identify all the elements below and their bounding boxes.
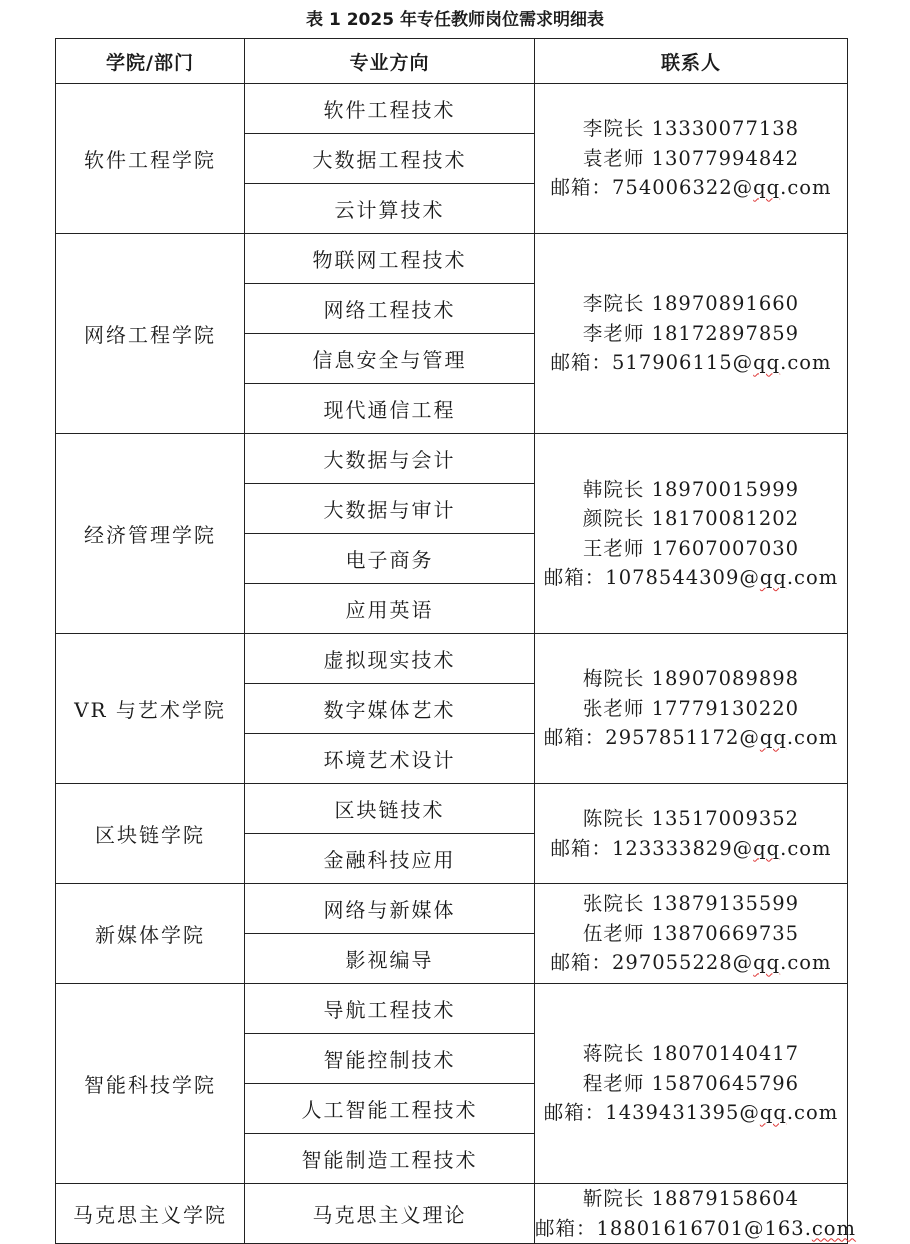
- table-row: [56, 984, 848, 1034]
- major-cell: 网络与新媒体: [245, 884, 535, 934]
- table-row: [56, 1184, 848, 1244]
- contact-cell: [535, 984, 848, 1184]
- email-suffix: .com: [786, 726, 839, 750]
- dept-cell: 马克思主义学院: [56, 1184, 245, 1244]
- email-prefix: 邮箱：297055228@: [550, 951, 754, 975]
- contact-line: 袁老师 13077994842: [582, 146, 800, 170]
- dept-cell: 新媒体学院: [56, 884, 245, 984]
- major-cell: 现代通信工程: [245, 384, 535, 434]
- email-prefix: 邮箱：1078544309@: [543, 566, 760, 589]
- email-suffix: .com: [786, 566, 839, 589]
- email-prefix: 邮箱：1439431395@: [543, 1101, 760, 1125]
- email-suffix: .com: [780, 351, 832, 375]
- table-row: [56, 434, 848, 484]
- contact-line: 陈院长 13517009352: [582, 807, 800, 830]
- contact-line: 梅院长 18907089898: [582, 667, 800, 691]
- major-cell: 网络工程技术: [245, 284, 535, 334]
- major-cell: 大数据工程技术: [245, 134, 535, 184]
- major-cell: 应用英语: [245, 584, 535, 634]
- email-suffix: .com: [780, 176, 832, 200]
- major-cell: 物联网工程技术: [245, 234, 535, 284]
- contact-cell: [535, 84, 848, 234]
- email-suffix: .com: [780, 951, 832, 975]
- contact-line: 颜院长 18170081202: [582, 507, 800, 530]
- email-line: [535, 723, 847, 753]
- major-cell: 大数据与会计: [245, 434, 535, 484]
- contact-line: 伍老师 13870669735: [582, 921, 800, 945]
- email-domain: qq: [759, 1101, 787, 1125]
- email-prefix: 邮箱：754006322@: [550, 176, 754, 200]
- table-row: [56, 84, 848, 134]
- email-domain: qq: [759, 726, 787, 750]
- major-cell: 云计算技术: [245, 184, 535, 234]
- major-cell: 人工智能工程技术: [245, 1084, 535, 1134]
- email-domain: com: [811, 1216, 857, 1240]
- contact-cell: [535, 884, 848, 984]
- contact-line: 蒋院长 18070140417: [582, 1042, 800, 1066]
- contact-line: 程老师 15870645796: [582, 1071, 800, 1095]
- email-line: [535, 348, 847, 378]
- major-cell: 信息安全与管理: [245, 334, 535, 384]
- table-row: [56, 634, 848, 684]
- contact-line: 李老师 18172897859: [582, 321, 800, 345]
- table-row: [56, 884, 848, 934]
- contact-line: 靳院长 18879158604: [582, 1187, 800, 1210]
- header-row: [56, 39, 848, 84]
- header-dept: 学院/部门: [56, 39, 245, 84]
- major-cell: 虚拟现实技术: [245, 634, 535, 684]
- header-major: 专业方向: [245, 39, 535, 84]
- dept-cell: 网络工程学院: [56, 234, 245, 434]
- major-cell: 数字媒体艺术: [245, 684, 535, 734]
- dept-cell: VR 与艺术学院: [56, 634, 245, 784]
- major-cell: 马克思主义理论: [245, 1184, 535, 1244]
- contact-line: 李院长 13330077138: [582, 117, 800, 141]
- header-contact: 联系人: [535, 39, 848, 84]
- email-line: [535, 1214, 857, 1244]
- position-table: [55, 38, 857, 1244]
- major-cell: 金融科技应用: [245, 834, 535, 884]
- major-cell: 电子商务: [245, 534, 535, 584]
- email-line: [535, 948, 847, 978]
- dept-cell: 区块链学院: [56, 784, 245, 884]
- contact-cell: [535, 234, 848, 434]
- table-body: [56, 84, 857, 1244]
- email-suffix: .com: [780, 836, 832, 860]
- table-row: [56, 784, 848, 834]
- major-cell: 导航工程技术: [245, 984, 535, 1034]
- contact-line: 张老师 17779130220: [582, 696, 800, 720]
- email-domain: qq: [759, 566, 787, 589]
- major-cell: 智能制造工程技术: [245, 1134, 535, 1184]
- dept-cell: 智能科技学院: [56, 984, 245, 1184]
- contact-line: 王老师 17607007030: [582, 536, 800, 560]
- contact-cell: [535, 1184, 857, 1244]
- email-prefix: 邮箱：123333829@: [550, 836, 754, 860]
- contact-cell: [535, 434, 848, 634]
- contact-line: 张院长 13879135599: [582, 892, 800, 916]
- contact-cell: [535, 784, 848, 884]
- major-cell: 区块链技术: [245, 784, 535, 834]
- major-cell: 智能控制技术: [245, 1034, 535, 1084]
- email-domain: qq: [753, 351, 781, 375]
- email-line: [535, 834, 847, 864]
- email-prefix: 邮箱：517906115@: [550, 351, 754, 375]
- dept-cell: 经济管理学院: [56, 434, 245, 634]
- email-line: [535, 173, 847, 203]
- email-domain: qq: [753, 176, 781, 200]
- contact-cell: [535, 634, 848, 784]
- major-cell: 环境艺术设计: [245, 734, 535, 784]
- email-prefix: 邮箱：18801616701@163.: [535, 1216, 812, 1240]
- contact-line: 李院长 18970891660: [582, 292, 800, 316]
- email-line: [535, 1098, 847, 1128]
- email-suffix: .com: [786, 1101, 839, 1125]
- major-cell: 大数据与审计: [245, 484, 535, 534]
- email-domain: qq: [753, 951, 781, 975]
- table-title: 表 1 2025 年专任教师岗位需求明细表: [306, 10, 604, 30]
- major-cell: 软件工程技术: [245, 84, 535, 134]
- table-row: [56, 234, 848, 284]
- email-line: [535, 563, 847, 593]
- email-prefix: 邮箱：2957851172@: [543, 726, 760, 750]
- contact-line: 韩院长 18970015999: [582, 477, 800, 501]
- dept-cell: 软件工程学院: [56, 84, 245, 234]
- major-cell: 影视编导: [245, 934, 535, 984]
- email-domain: qq: [753, 836, 781, 860]
